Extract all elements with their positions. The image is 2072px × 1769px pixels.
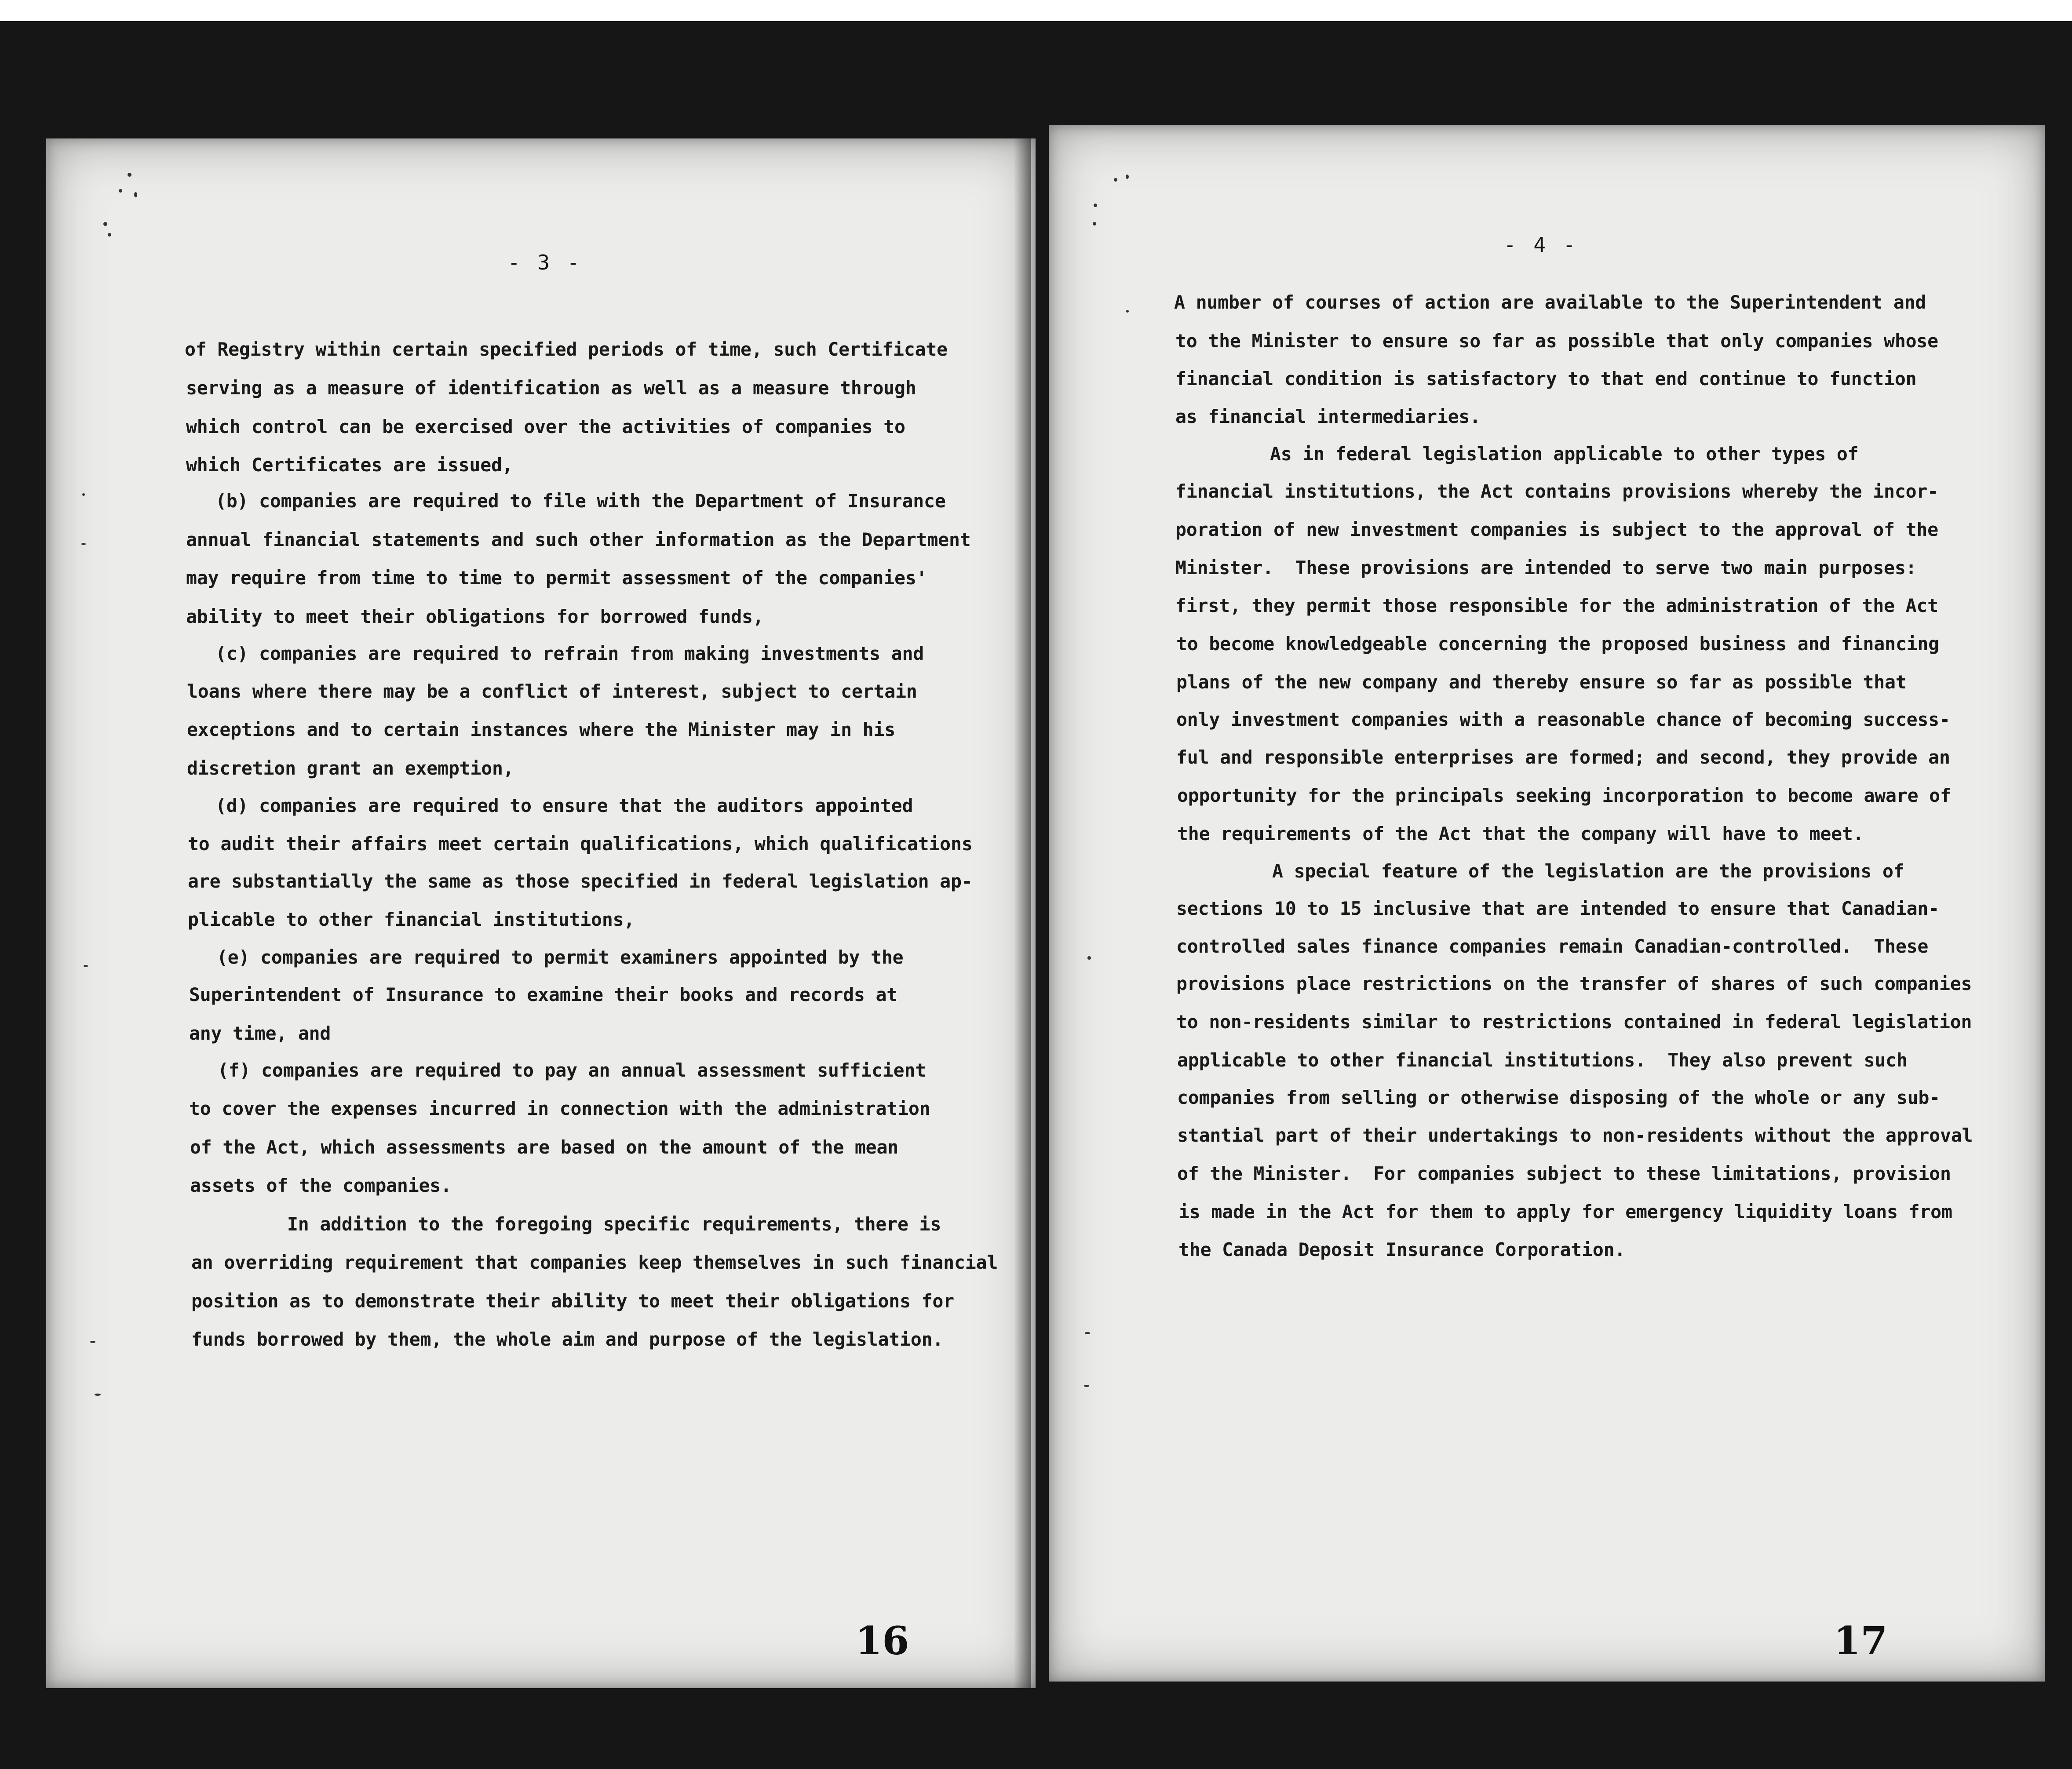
- right-line: to the Minister to ensure so far as possible that only companies whose: [1175, 330, 1938, 352]
- left-line: (d) companies are required to ensure that the auditors appointed: [215, 795, 913, 816]
- left-line: to cover the expenses incurred in connection with the administration: [189, 1098, 930, 1119]
- film-speck: [82, 493, 85, 496]
- right-line: poration of new investment companies is subject to the approval of the: [1175, 519, 1938, 540]
- left-line: may require from time to time to permit assessment of the companies': [186, 567, 927, 589]
- left-page-number: - 3 -: [508, 251, 582, 274]
- right-line: Minister. These provisions are intended to serve two main purposes:: [1175, 557, 1917, 579]
- left-line: an overriding requirement that companies keep themselves in such financial: [191, 1252, 998, 1273]
- left-line: Superintendent of Insurance to examine their books and records at: [189, 984, 898, 1005]
- right-line: ful and responsible enterprises are formed; and second, they provide an: [1176, 746, 1950, 768]
- right-line: financial condition is satisfactory to that end continue to function: [1175, 368, 1917, 389]
- right-line: first, they permit those responsible for the administration of the Act: [1175, 595, 1938, 616]
- right-folio-number: 17: [1834, 1618, 1888, 1663]
- film-speck: [128, 173, 131, 177]
- left-line: to audit their affairs meet certain qualifications, which qualifications: [188, 833, 973, 855]
- left-page-content: [46, 138, 1036, 1688]
- left-line: funds borrowed by them, the whole aim and purpose of the legislation.: [191, 1329, 944, 1350]
- left-page: [46, 138, 1036, 1688]
- right-line: stantial part of their undertakings to non-residents without the approval: [1177, 1125, 1973, 1146]
- right-page-number: - 4 -: [1504, 233, 1578, 257]
- film-speck: [95, 1394, 101, 1396]
- right-line: is made in the Act for them to apply for emergency liquidity loans from: [1178, 1201, 1952, 1223]
- film-speck: [81, 543, 86, 545]
- right-line: as financial intermediaries.: [1175, 406, 1481, 427]
- left-line: any time, and: [189, 1023, 331, 1044]
- left-line: serving as a measure of identification as well as a measure through: [186, 377, 916, 399]
- right-line: controlled sales finance companies remain Canadian-controlled. These: [1176, 935, 1929, 957]
- film-speck: [108, 233, 111, 237]
- left-line: assets of the companies.: [190, 1175, 452, 1196]
- film-speck: [1085, 1332, 1090, 1334]
- left-line: ability to meet their obligations for borrowed funds,: [186, 606, 764, 627]
- right-line: to become knowledgeable concerning the proposed business and financing: [1176, 633, 1939, 655]
- left-line: (e) companies are required to permit examiners appointed by the: [217, 946, 904, 968]
- left-line: position as to demonstrate their ability to meet their obligations for: [191, 1290, 954, 1312]
- left-line: are substantially the same as those specified in federal legislation ap-: [188, 870, 973, 892]
- left-line: which control can be exercised over the activities of companies to: [186, 416, 905, 437]
- film-speck: [1126, 310, 1129, 313]
- film-speck: [1084, 1385, 1089, 1387]
- left-line: (f) companies are required to pay an annual assessment sufficient: [218, 1059, 927, 1081]
- film-speck: [1094, 204, 1097, 207]
- right-page-content: [1049, 125, 2045, 1682]
- film-speck: [134, 192, 137, 197]
- left-line: of the Act, which assessments are based on the amount of the mean: [190, 1136, 899, 1158]
- left-line: (c) companies are required to refrain from making investments and: [215, 643, 924, 664]
- right-line: provisions place restrictions on the transfer of shares of such companies: [1176, 973, 1972, 994]
- right-line: the requirements of the Act that the company will have to meet.: [1177, 823, 1864, 844]
- right-line: As in federal legislation applicable to other types of: [1270, 443, 1859, 465]
- film-speck: [90, 1341, 95, 1343]
- right-line: only investment companies with a reasonable chance of becoming success-: [1176, 709, 1950, 730]
- left-line: annual financial statements and such other information as the Department: [186, 529, 971, 550]
- right-line: companies from selling or otherwise disposing of the whole or any sub-: [1177, 1087, 1940, 1108]
- film-speck: [119, 189, 122, 193]
- right-line: plans of the new company and thereby ensure so far as possible that: [1176, 671, 1907, 693]
- left-folio-number: 16: [855, 1618, 909, 1663]
- left-line: loans where there may be a conflict of interest, subject to certain: [187, 681, 917, 702]
- right-page: [1049, 125, 2045, 1682]
- left-line: (b) companies are required to file with the Department of Insurance: [215, 490, 946, 512]
- left-line: discretion grant an exemption,: [187, 757, 514, 779]
- film-speck: [1126, 175, 1129, 179]
- right-line: of the Minister. For companies subject to these limitations, provision: [1177, 1163, 1951, 1184]
- right-line: A special feature of the legislation are the provisions of: [1272, 860, 1904, 882]
- left-line: of Registry within certain specified periods of time, such Certificate: [185, 339, 948, 360]
- film-speck: [84, 965, 88, 967]
- left-line: In addition to the foregoing specific requirements, there is: [287, 1213, 941, 1235]
- right-line: financial institutions, the Act contains provisions whereby the incor-: [1175, 480, 1938, 502]
- right-line: the Canada Deposit Insurance Corporation.: [1178, 1239, 1626, 1260]
- film-speck: [1093, 222, 1096, 226]
- left-line: plicable to other financial institutions,: [188, 909, 635, 930]
- right-line: opportunity for the principals seeking incorporation to become aware of: [1177, 785, 1951, 806]
- left-line: exceptions and to certain instances where the Minister may in his: [187, 719, 896, 740]
- right-line: A number of courses of action are available to the Superintendent and: [1174, 291, 1926, 313]
- left-line: which Certificates are issued,: [186, 454, 513, 476]
- page-fold-shadow: [1014, 138, 1031, 1688]
- right-line: to non-residents similar to restrictions contained in federal legislation: [1176, 1011, 1972, 1033]
- right-line: applicable to other financial institutions. They also prevent such: [1177, 1049, 1908, 1071]
- film-speck: [1087, 956, 1091, 960]
- film-speck: [103, 222, 107, 226]
- right-line: sections 10 to 15 inclusive that are intended to ensure that Canadian-: [1176, 898, 1939, 919]
- film-speck: [1114, 178, 1117, 182]
